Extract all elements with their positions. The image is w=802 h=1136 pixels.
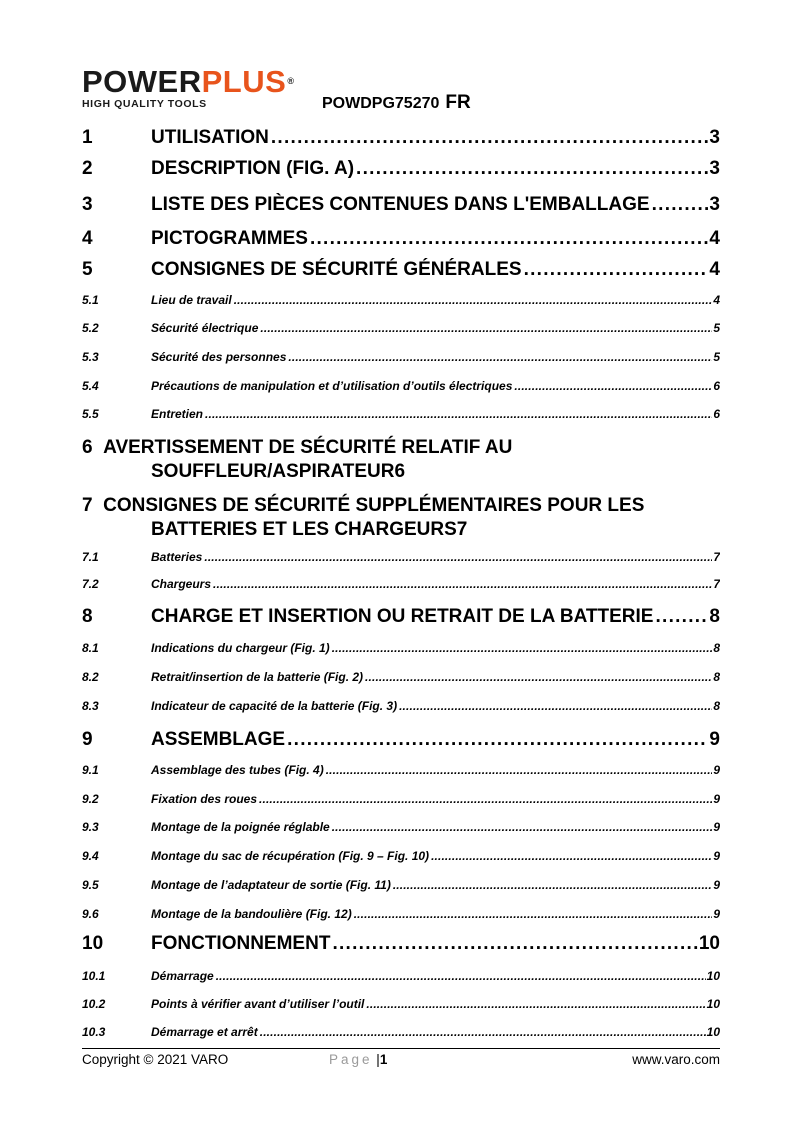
toc-entry-title: DESCRIPTION (FIG. A) [151, 158, 355, 179]
toc-entry-title: Montage de l’adaptateur de sortie (Fig. 11) [151, 878, 391, 892]
toc-entry-title: Indicateur de capacité de la batterie (Fig. 3) [151, 699, 398, 713]
toc-dot-leader [310, 227, 708, 251]
toc-entry-number: 9 [82, 729, 93, 750]
toc-entry-page: 10 [706, 997, 720, 1011]
toc-entry-5.2[interactable] [82, 320, 720, 336]
toc-entry-8.2[interactable] [82, 669, 720, 685]
toc-entry-page: 9 [713, 820, 720, 834]
toc-entry-title: PICTOGRAMMES [151, 228, 308, 249]
toc-entry-page: 9 [713, 878, 720, 892]
toc-entry-5.3[interactable] [82, 349, 720, 365]
toc-entry-4[interactable] [82, 227, 720, 251]
toc-entry-number: 9.6 [82, 907, 99, 921]
toc-entry-number: 5.4 [82, 379, 99, 393]
toc-entry-9.3[interactable] [82, 819, 720, 835]
toc-entry-page: 8 [709, 606, 720, 627]
toc-entry-page: 9 [709, 729, 720, 750]
toc-entry-5.4[interactable] [82, 378, 720, 394]
toc-entry-title-line2 [82, 518, 720, 542]
toc-entry-5[interactable] [82, 258, 720, 282]
toc-entry-page: 8 [713, 641, 720, 655]
toc-entry-number: 3 [82, 194, 93, 215]
powerplus-logo [82, 66, 322, 110]
toc-entry-title: Sécurité électrique [151, 321, 259, 335]
toc-entry-10.1[interactable] [82, 968, 720, 984]
toc-entry-title: AVERTISSEMENT DE SÉCURITÉ RELATIF AU [103, 437, 513, 458]
toc-entry-title-line2 [82, 460, 720, 484]
toc-dot-leader [216, 968, 706, 984]
toc-entry-9.1[interactable] [82, 762, 720, 778]
toc-entry-number: 5.5 [82, 407, 99, 421]
model-header [322, 92, 471, 114]
toc-entry-title: Batteries [151, 550, 203, 564]
toc-dot-leader [260, 1024, 706, 1040]
toc-entry-title-line1 [82, 436, 720, 460]
page-number: 1 [379, 1052, 388, 1067]
toc-entry-10[interactable] [82, 932, 720, 956]
toc-entry-1[interactable] [82, 126, 720, 150]
toc-entry-title: Lieu de travail [151, 293, 232, 307]
toc-dot-leader [332, 819, 713, 835]
toc-entry-title: BATTERIES ET LES CHARGEURS [151, 519, 457, 540]
toc-entry-number: 10.3 [82, 1025, 106, 1039]
toc-entry-number: 10 [82, 933, 104, 954]
toc-dot-leader [288, 349, 712, 365]
toc-entry-title: CONSIGNES DE SÉCURITÉ GÉNÉRALES [151, 259, 522, 280]
toc-entry-number: 7.1 [82, 550, 99, 564]
toc-entry-page: 10 [706, 969, 720, 983]
toc-entry-number: 8.2 [82, 670, 99, 684]
toc-entry-title-line1 [82, 494, 720, 518]
page-footer [82, 1052, 720, 1070]
toc-entry-page: 7 [713, 577, 720, 591]
toc-dot-leader [393, 877, 713, 893]
toc-entry-title: FONCTIONNEMENT [151, 933, 331, 954]
toc-entry-page: 3 [709, 194, 720, 215]
toc-entry-number: 5.2 [82, 321, 99, 335]
website-link[interactable]: www.varo.com [632, 1052, 720, 1067]
toc-entry-page: 3 [709, 127, 720, 148]
toc-entry-8.3[interactable] [82, 698, 720, 714]
toc-dot-leader [354, 906, 713, 922]
toc-entry-title: Points à vérifier avant d’utiliser l’outil [151, 997, 365, 1011]
toc-entry-3[interactable] [82, 193, 720, 217]
toc-dot-leader [204, 549, 712, 565]
toc-entry-9.4[interactable] [82, 848, 720, 864]
toc-entry-9.5[interactable] [82, 877, 720, 893]
toc-dot-leader [431, 848, 712, 864]
toc-entry-title: Chargeurs [151, 577, 212, 591]
toc-entry-title: Précautions de manipulation et d’utilisation d’outils électriques [151, 379, 513, 393]
toc-entry-10.2[interactable] [82, 996, 720, 1012]
toc-entry-number: 8.1 [82, 641, 99, 655]
toc-dot-leader [524, 258, 709, 282]
toc-entry-number: 6 [82, 437, 93, 458]
toc-entry-page: 10 [698, 933, 720, 954]
toc-entry-page: 3 [709, 158, 720, 179]
toc-entry-page: 4 [709, 228, 720, 249]
toc-entry-8[interactable] [82, 605, 720, 629]
toc-entry-title: CONSIGNES DE SÉCURITÉ SUPPLÉMENTAIRES POUR LES [103, 495, 645, 516]
toc-entry-number: 9.5 [82, 878, 99, 892]
toc-entry-7.2[interactable] [82, 576, 720, 592]
toc-entry-page: 5 [713, 321, 720, 335]
toc-entry-number: 4 [82, 228, 93, 249]
toc-entry-title: Démarrage et arrêt [151, 1025, 258, 1039]
toc-entry-page: 9 [713, 792, 720, 806]
toc-entry-number: 10.2 [82, 997, 106, 1011]
toc-entry-8.1[interactable] [82, 640, 720, 656]
toc-entry-title: Démarrage [151, 969, 214, 983]
toc-entry-9.6[interactable] [82, 906, 720, 922]
toc-entry-2[interactable] [82, 157, 720, 181]
model-code: POWDPG75270 [322, 95, 440, 112]
page-label: Page [329, 1052, 373, 1067]
toc-entry-page: 9 [713, 763, 720, 777]
toc-entry-number: 5 [82, 259, 93, 280]
toc-entry-number: 10.1 [82, 969, 106, 983]
toc-dot-leader [366, 996, 705, 1012]
toc-dot-leader [365, 669, 712, 685]
brand-name: POWERPLUS® [82, 64, 295, 99]
toc-entry-5.1[interactable] [82, 292, 720, 308]
toc-entry-5.5[interactable] [82, 406, 720, 422]
language-code: FR [445, 92, 471, 113]
toc-entry-7[interactable] [82, 494, 720, 542]
toc-dot-leader [332, 640, 713, 656]
toc-entry-title: Fixation des roues [151, 792, 258, 806]
footer-divider [82, 1048, 720, 1049]
toc-entry-page: 5 [713, 350, 720, 364]
toc-entry-title: Indications du chargeur (Fig. 1) [151, 641, 330, 655]
toc-entry-9.2[interactable] [82, 791, 720, 807]
toc-entry-page: 4 [709, 259, 720, 280]
toc-entry-6[interactable] [82, 436, 720, 484]
toc-entry-number: 9.1 [82, 763, 99, 777]
toc-entry-number: 9.3 [82, 820, 99, 834]
toc-entry-number: 8.3 [82, 699, 99, 713]
toc-entry-title: Sécurité des personnes [151, 350, 287, 364]
toc-entry-page: 8 [713, 670, 720, 684]
toc-entry-title: SOUFFLEUR/ASPIRATEUR [151, 461, 395, 482]
toc-dot-leader [259, 791, 712, 807]
toc-dot-leader [514, 378, 712, 394]
toc-entry-title: LISTE DES PIÈCES CONTENUES DANS L'EMBALLAGE [151, 194, 650, 215]
toc-entry-title: Montage du sac de récupération (Fig. 9 – Fig. 10) [151, 849, 430, 863]
toc-entry-page: 4 [713, 293, 720, 307]
toc-entry-number: 7.2 [82, 577, 99, 591]
toc-entry-page: 10 [706, 1025, 720, 1039]
toc-entry-7.1[interactable] [82, 549, 720, 565]
toc-entry-title: Retrait/insertion de la batterie (Fig. 2) [151, 670, 364, 684]
toc-entry-page: 7 [456, 519, 468, 540]
toc-entry-page: 9 [713, 849, 720, 863]
toc-dot-leader [399, 698, 712, 714]
toc-entry-number: 2 [82, 158, 93, 179]
toc-entry-number: 5.3 [82, 350, 99, 364]
toc-entry-title: Montage de la poignée réglable [151, 820, 330, 834]
toc-dot-leader [287, 728, 708, 752]
toc-entry-page: 9 [713, 907, 720, 921]
toc-entry-page: 6 [713, 407, 720, 421]
page-separator: | [376, 1052, 380, 1067]
toc-entry-page: 6 [394, 461, 406, 482]
toc-entry-title: Montage de la bandoulière (Fig. 12) [151, 907, 352, 921]
toc-entry-number: 5.1 [82, 293, 99, 307]
toc-entry-page: 7 [713, 550, 720, 564]
toc-dot-leader [234, 292, 713, 308]
toc-entry-page: 6 [713, 379, 720, 393]
toc-entry-number: 9.4 [82, 849, 99, 863]
toc-entry-number: 9.2 [82, 792, 99, 806]
toc-dot-leader [652, 193, 709, 217]
toc-dot-leader [655, 605, 708, 629]
toc-entry-number: 7 [82, 495, 93, 516]
toc-entry-number: 1 [82, 127, 93, 148]
toc-dot-leader [326, 762, 713, 778]
toc-dot-leader [205, 406, 712, 422]
toc-dot-leader [356, 157, 708, 181]
toc-entry-9[interactable] [82, 728, 720, 752]
toc-dot-leader [271, 126, 709, 150]
toc-entry-title: UTILISATION [151, 127, 269, 148]
toc-entry-number: 8 [82, 606, 93, 627]
copyright-text: Copyright © 2021 VARO [82, 1052, 229, 1067]
toc-entry-title: Entretien [151, 407, 204, 421]
toc-entry-title: Assemblage des tubes (Fig. 4) [151, 763, 324, 777]
brand-tagline: HIGH QUALITY TOOLS [82, 98, 207, 110]
toc-dot-leader [213, 576, 712, 592]
page-indicator [329, 1052, 387, 1067]
toc-entry-page: 8 [713, 699, 720, 713]
toc-entry-title: CHARGE ET INSERTION OU RETRAIT DE LA BATTERIE [151, 606, 654, 627]
toc-entry-title: ASSEMBLAGE [151, 729, 286, 750]
toc-entry-10.3[interactable] [82, 1024, 720, 1040]
toc-dot-leader [260, 320, 712, 336]
toc-dot-leader [332, 932, 697, 956]
